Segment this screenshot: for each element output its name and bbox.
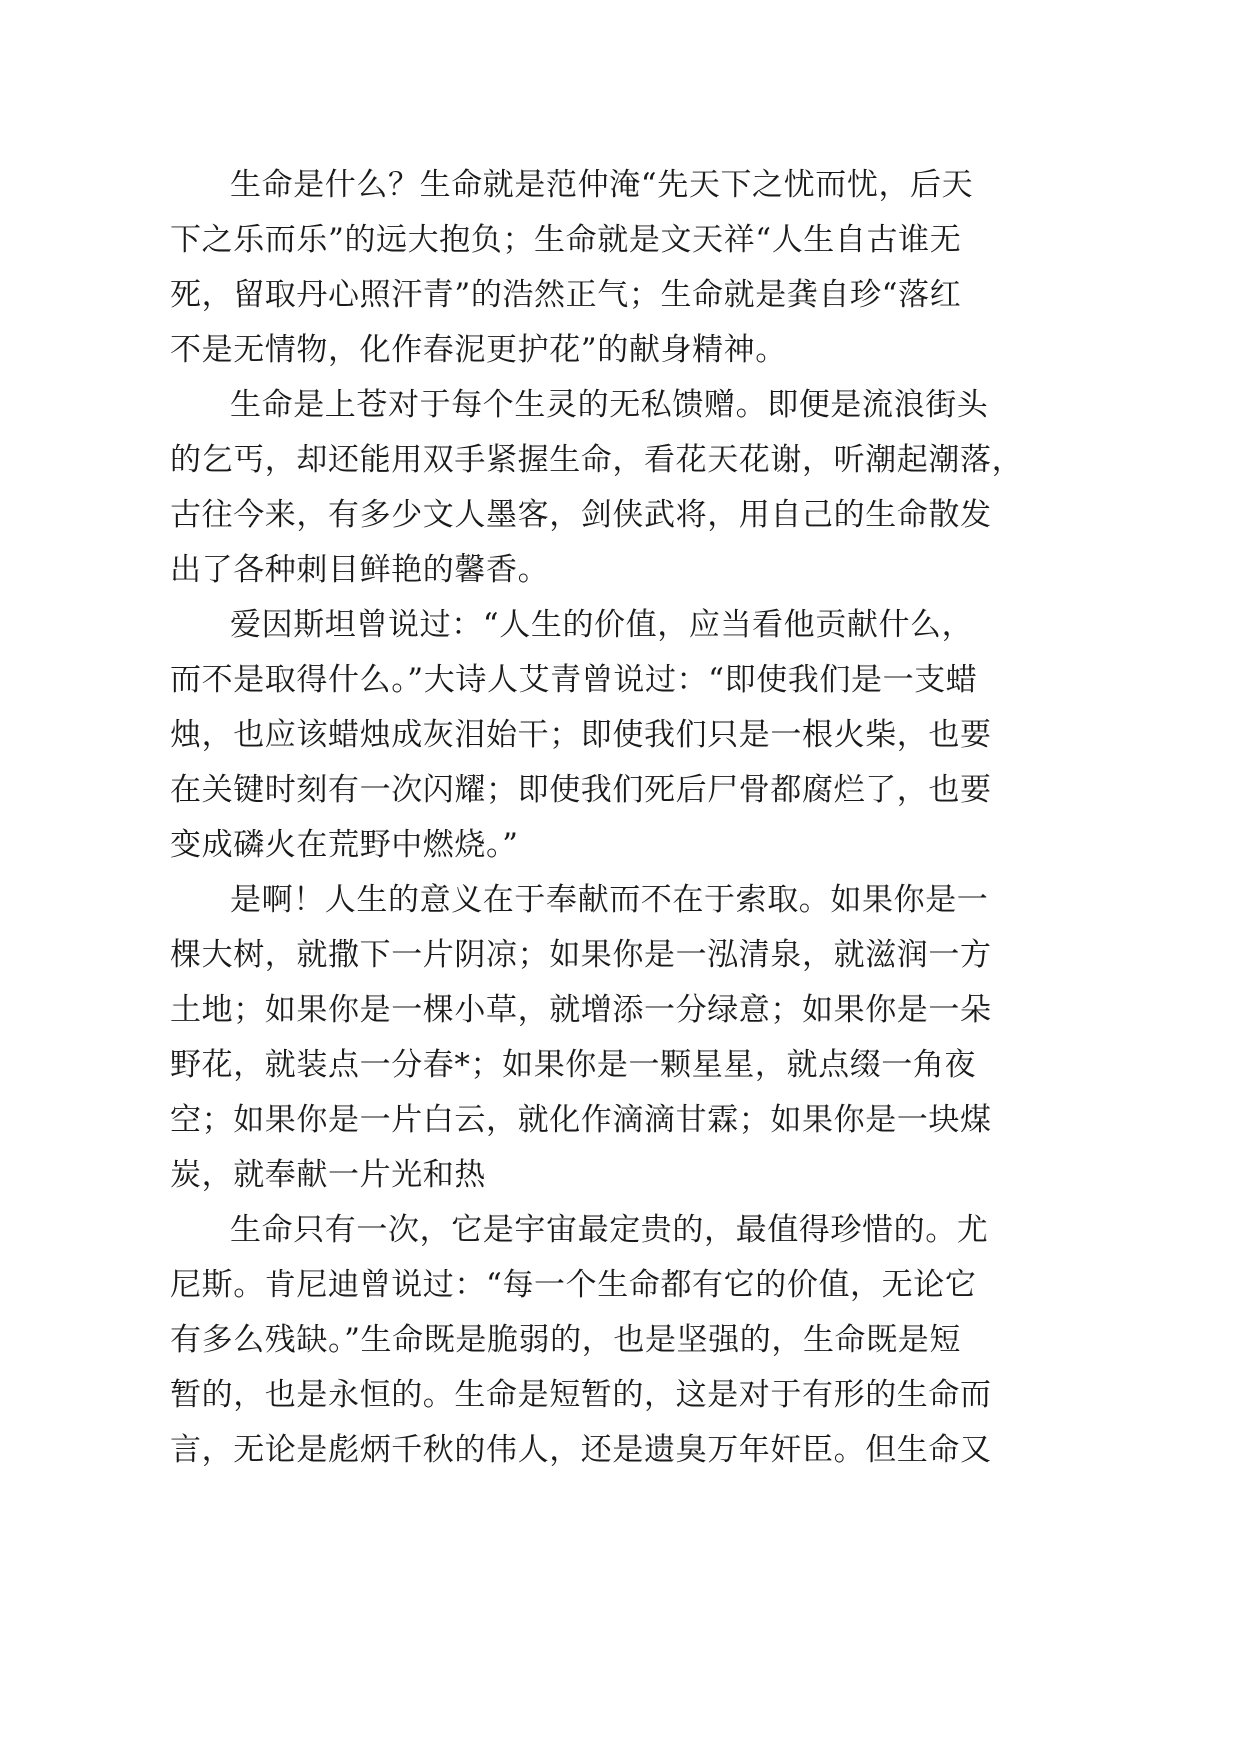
text-line: 土地；如果你是一棵小草，就增添一分绿意；如果你是一朵: [170, 992, 992, 1028]
text-line: 烛，也应该蜡烛成灰泪始干；即使我们只是一根火柴，也要: [170, 717, 992, 753]
text-line: 而不是取得什么。”大诗人艾青曾说过：“即使我们是一支蜡: [170, 662, 978, 698]
text-line: 尼斯。肯尼迪曾说过：“每一个生命都有它的价值，无论它: [170, 1267, 977, 1303]
text-line: 死，留取丹心照汗青”的浩然正气；生命就是龚自珍“落红: [170, 277, 962, 313]
text-line: 言，无论是彪炳千秋的伟人，还是遗臭万年奸臣。但生命又: [170, 1432, 992, 1468]
text-line: 野花，就装点一分春*；如果你是一颗星星，就点缀一角夜: [170, 1047, 977, 1083]
text-line: 出了各种刺目鲜艳的馨香。: [170, 552, 550, 588]
text-line: 在关键时刻有一次闪耀；即使我们死后尸骨都腐烂了，也要: [170, 772, 992, 808]
text-line: 炭，就奉献一片光和热: [170, 1157, 486, 1193]
text-line: 空；如果你是一片白云，就化作滴滴甘霖；如果你是一块煤: [170, 1102, 992, 1138]
text-line: 是啊！人生的意义在于奉献而不在于索取。如果你是一: [230, 882, 989, 918]
text-line: 的乞丐，却还能用双手紧握生命，看花天花谢，听潮起潮落，: [170, 442, 1024, 478]
text-line: 爱因斯坦曾说过：“人生的价值，应当看他贡献什么，: [230, 607, 974, 643]
text-line: 古往今来，有多少文人墨客，剑侠武将，用自己的生命散发: [170, 497, 992, 533]
text-line: 生命只有一次，它是宇宙最定贵的，最值得珍惜的。尤: [230, 1212, 989, 1248]
text-line: 下之乐而乐”的远大抱负；生命就是文天祥“人生自古谁无: [170, 222, 962, 258]
text-line: 棵大树，就撒下一片阴凉；如果你是一泓清泉，就滋润一方: [170, 937, 992, 973]
text-line: 有多么残缺。”生命既是脆弱的，也是坚强的，生命既是短: [170, 1322, 961, 1358]
text-line: 变成磷火在荒野中燃烧。”: [170, 827, 519, 863]
text-line: 不是无情物，化作春泥更护花”的献身精神。: [170, 332, 787, 368]
text-line: 生命是什么？生命就是范仲淹“先天下之忧而忧，后天: [230, 167, 974, 203]
text-line: 生命是上苍对于每个生灵的无私馈赠。即便是流浪街头: [230, 387, 989, 423]
text-line: 暂的，也是永恒的。生命是短暂的，这是对于有形的生命而: [170, 1377, 992, 1413]
